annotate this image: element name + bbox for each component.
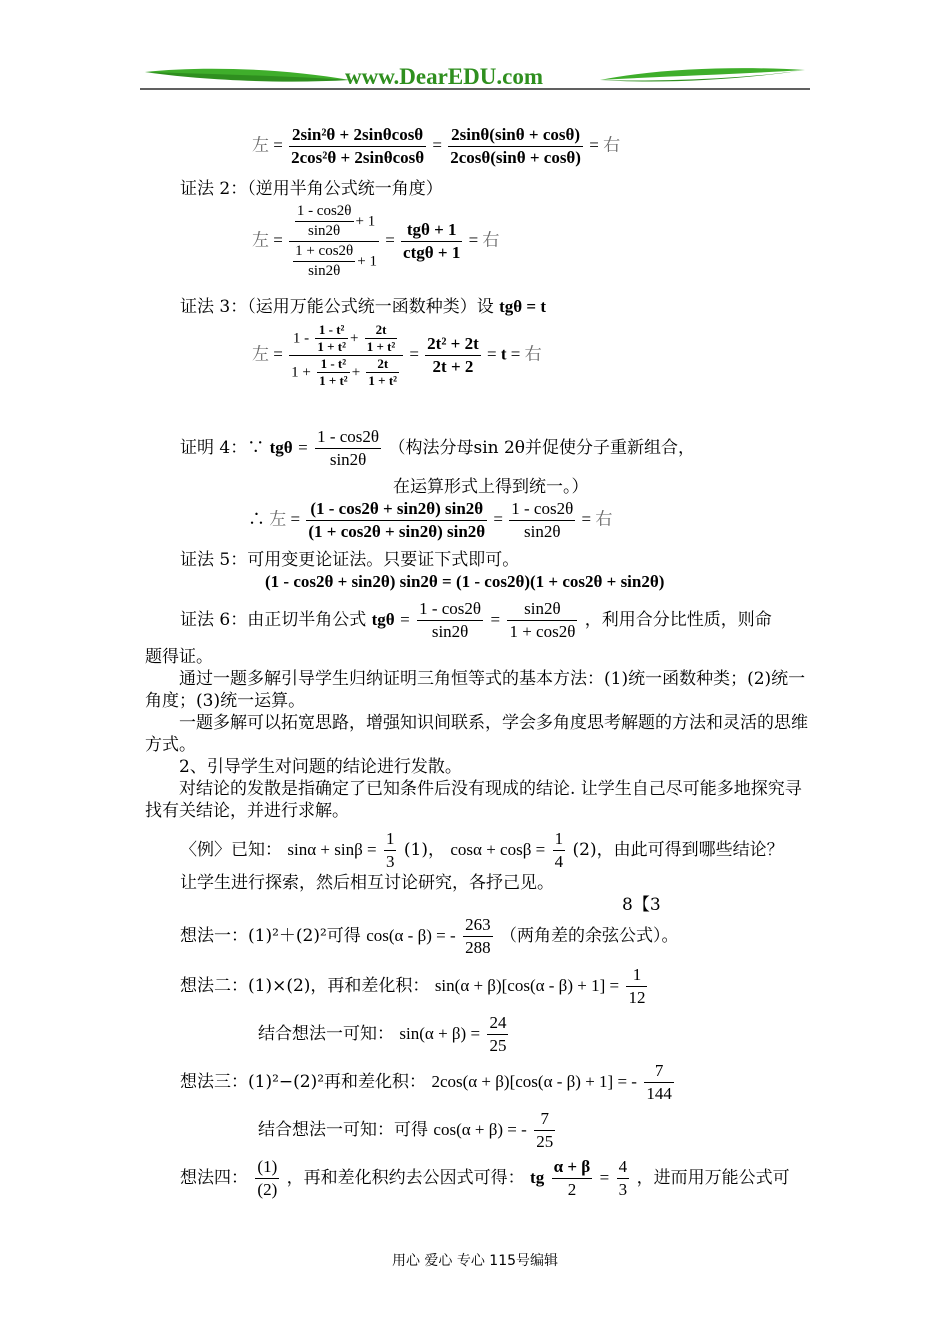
fraction <box>317 356 350 389</box>
substitution: tgθ = t <box>499 297 547 316</box>
fraction <box>384 828 397 873</box>
example-line <box>180 828 784 873</box>
compound-fraction <box>289 322 403 389</box>
t-value: t <box>500 344 507 364</box>
denominator: 2 <box>567 1180 577 1199</box>
equals: = <box>273 344 283 364</box>
denominator: sin2θ <box>524 522 561 541</box>
page-footer: 用心 爱心 专心 115号编辑 <box>391 1253 559 1269</box>
denominator: (2) <box>257 1180 278 1199</box>
equals: = <box>273 230 283 250</box>
method-4-line <box>180 426 695 471</box>
condition-1-tag: (1)， <box>403 840 445 860</box>
tg-theta: tgθ <box>371 610 395 629</box>
equals: = <box>400 610 410 629</box>
idea-4-line <box>180 1156 790 1201</box>
fraction <box>306 498 487 543</box>
denominator: 288 <box>465 938 491 957</box>
tg-symbol: tg <box>530 1168 545 1187</box>
denominator: sin2θ <box>308 223 341 239</box>
equals: = <box>581 509 592 529</box>
idea-4-tail: ，进而用万能公式可 <box>636 1168 790 1188</box>
fraction <box>617 1156 630 1201</box>
numerator: 2t² + 2t <box>425 333 481 356</box>
method-4-formula <box>248 498 612 543</box>
denominator: 1 + t² <box>368 373 398 388</box>
method-6-tail-2: 题得证。 <box>145 647 213 667</box>
paragraph-benefit: 一题多解可以拓宽思路，增强知识间联系，学会多角度思考解题的方法和灵活的思维方式。 <box>145 713 808 755</box>
idea-2-sub-expression: sin(α + β) = <box>399 1024 481 1043</box>
fraction <box>534 1108 555 1153</box>
equals: = <box>468 230 479 250</box>
denominator: (1 + cos2θ + sin2θ) sin2θ <box>308 522 486 541</box>
method-4-label: 证明 4：∵ <box>180 438 265 458</box>
fraction <box>463 914 493 959</box>
equals: = <box>589 135 599 155</box>
left-label: 左 <box>252 230 269 250</box>
denominator: 1 + t² <box>317 339 346 354</box>
idea-1-line <box>180 914 678 959</box>
idea-3-sub-line <box>258 1108 557 1153</box>
fraction <box>401 219 462 264</box>
denominator: 1 + t² <box>319 373 348 388</box>
idea-1-label: 想法一：(1)²＋(2)²可得 <box>180 926 361 946</box>
numerator: 1 - cos2θ <box>417 598 483 621</box>
fraction <box>626 964 647 1009</box>
idea-3-label: 想法三：(1)²−(2)²再和差化积： <box>180 1072 427 1092</box>
method-4-note: （构法分母sin 2θ并促使分子重新组合， <box>388 438 696 458</box>
therefore-symbol: ∴ <box>248 509 265 529</box>
compound-denominator <box>289 356 403 389</box>
fraction <box>552 1156 593 1201</box>
numerator: 1 - cos2θ <box>295 202 354 222</box>
numerator: 7 <box>644 1060 674 1083</box>
idea-2-sub-line <box>258 1012 510 1057</box>
numerator: 2sin²θ + 2sinθcosθ <box>289 124 426 147</box>
idea-1-tail: （两角差的余弦公式）。 <box>499 926 679 946</box>
compound-fraction <box>289 202 379 281</box>
numerator: 2t <box>366 356 399 373</box>
fraction <box>366 356 399 389</box>
fraction <box>487 1012 508 1057</box>
idea-2-line <box>180 964 649 1009</box>
method-2-title: 证法 2：（逆用半角公式统一角度） <box>180 179 443 199</box>
compound-numerator <box>289 202 379 242</box>
numerator: (1) <box>255 1156 279 1179</box>
numerator: α + β <box>552 1156 593 1179</box>
denominator: sin2θ <box>329 450 367 469</box>
plus: + <box>351 364 361 381</box>
fraction <box>255 1156 279 1201</box>
numerator: 1 <box>626 964 647 987</box>
numerator: 1 - t² <box>315 322 348 339</box>
idea-2-label: 想法二：(1)×(2)，再和差化积： <box>180 976 430 996</box>
numerator: sin2θ <box>507 598 577 621</box>
page-header <box>140 58 810 94</box>
equals: = <box>490 610 501 629</box>
fraction <box>425 333 481 378</box>
plus: + <box>349 330 359 347</box>
equals: = <box>298 438 308 457</box>
fraction <box>507 598 577 643</box>
idea-4-mid: ，再和差化积约去公因式可得： <box>286 1168 525 1188</box>
fraction <box>365 322 398 355</box>
fraction <box>315 322 348 355</box>
method-6-label: 证法 6：由正切半角公式 <box>180 610 367 630</box>
denominator: 2t + 2 <box>432 357 474 376</box>
denominator: 144 <box>646 1084 672 1103</box>
condition-2-tag: (2)，由此可得到哪些结论？ <box>572 840 784 860</box>
denominator: 12 <box>628 988 646 1007</box>
method-5-formula: (1 - cos2θ + sin2θ) sin2θ = (1 - cos2θ)(1 + cos2θ + sin2θ) <box>265 572 665 591</box>
left-label: 左 <box>252 344 269 364</box>
numerator: 1 - cos2θ <box>315 426 381 449</box>
idea-3-sub-expression: cos(α + β) = - <box>433 1120 527 1139</box>
condition-2: cosα + cosβ = <box>450 840 546 859</box>
condition-1: sinα + sinβ = <box>287 840 377 859</box>
paragraph-methods: 通过一题多解引导学生归纳证明三角恒等式的基本方法：(1)统一函数种类；(2)统一角度；(3)统一运算。 <box>145 669 806 711</box>
denominator: 1 + t² <box>366 339 396 354</box>
fraction <box>644 1060 674 1105</box>
denominator: 25 <box>489 1036 507 1055</box>
denominator: 3 <box>618 1180 628 1199</box>
equals: = <box>487 344 497 364</box>
paragraph-section-2: 2、引导学生对问题的结论进行发散。 <box>179 757 462 777</box>
method-6-line <box>180 598 772 643</box>
compound-numerator <box>289 322 403 356</box>
numerator: tgθ + 1 <box>401 219 462 242</box>
fraction <box>295 202 354 241</box>
idea-2-expression: sin(α + β)[cos(α - β) + 1] = <box>434 976 620 995</box>
right-label: 右 <box>482 230 500 250</box>
numerator: 1 <box>384 828 397 851</box>
fraction <box>553 828 566 873</box>
fraction <box>289 124 426 169</box>
idea-1-expression: cos(α - β) = - <box>366 926 456 945</box>
denominator: 2cos²θ + 2sinθcosθ <box>291 148 425 167</box>
method-3-formula <box>252 322 542 389</box>
equals: = <box>432 135 442 155</box>
right-label: 右 <box>524 344 542 364</box>
fraction <box>509 498 575 543</box>
left-label: 左 <box>269 509 287 529</box>
site-title[interactable]: www.DearEDU.com <box>345 64 544 89</box>
idea-3-expression: 2cos(α + β)[cos(α - β) + 1] = - <box>431 1072 637 1091</box>
denominator: 4 <box>554 852 564 871</box>
denominator: sin2θ <box>431 622 469 641</box>
fraction <box>293 242 355 281</box>
proof-line-1 <box>252 124 620 169</box>
numerator: 4 <box>617 1156 630 1179</box>
stray-text: 8【3 <box>622 895 661 915</box>
fraction <box>448 124 583 169</box>
fraction <box>315 426 381 471</box>
method-3-label: 证法 3：（运用万能公式统一函数种类）设 <box>180 297 494 317</box>
denominator: 3 <box>385 852 395 871</box>
denominator: 1 + cos2θ <box>509 622 576 641</box>
plus-one: + 1 <box>355 213 376 230</box>
equals: = <box>510 344 521 364</box>
numerator: 7 <box>534 1108 555 1131</box>
one-minus: 1 - <box>292 330 310 347</box>
equals: = <box>290 509 301 529</box>
right-label: 右 <box>603 135 621 155</box>
right-label: 右 <box>595 509 613 529</box>
plus-one: + 1 <box>357 253 377 270</box>
idea-2-sub-label: 结合想法一可知： <box>258 1024 394 1044</box>
numerator: (1 - cos2θ + sin2θ) sin2θ <box>306 498 487 521</box>
denominator: 25 <box>536 1132 554 1151</box>
numerator: 1 + cos2θ <box>293 242 355 262</box>
idea-4-label: 想法四： <box>180 1168 248 1188</box>
one-plus: 1 + <box>291 364 311 381</box>
fraction <box>417 598 483 643</box>
denominator: 2cosθ(sinθ + cosθ) <box>450 148 581 167</box>
idea-3-line <box>180 1060 676 1105</box>
compound-denominator <box>289 242 379 281</box>
numerator: 24 <box>487 1012 508 1035</box>
method-3-title <box>180 296 546 318</box>
explore-line: 让学生进行探索，然后相互讨论研究，各抒己见。 <box>180 873 554 893</box>
equals: = <box>599 1168 610 1187</box>
numerator: 263 <box>463 914 493 937</box>
numerator: 2t <box>365 322 398 339</box>
numerator: 1 - cos2θ <box>509 498 575 521</box>
denominator: ctgθ + 1 <box>403 243 461 262</box>
method-5-title: 证法 5：可用变更论证法。只要证下式即可。 <box>180 550 520 570</box>
tg-theta: tgθ <box>269 438 293 457</box>
left-label: 左 <box>252 135 269 155</box>
paragraph-divergence: 对结论的发散是指确定了已知条件后没有现成的结论. 让学生自己尽可能多地探究寻找有关结论，并进行求解。 <box>145 779 802 821</box>
numerator: 1 - t² <box>317 356 350 373</box>
numerator: 2sinθ(sinθ + cosθ) <box>448 124 583 147</box>
method-6-tail: ，利用合分比性质，则命 <box>584 610 772 630</box>
equals: = <box>493 509 504 529</box>
equals: = <box>409 344 419 364</box>
equals: = <box>273 135 283 155</box>
numerator: 1 <box>553 828 566 851</box>
denominator: sin2θ <box>308 263 341 279</box>
equals: = <box>385 230 395 250</box>
example-label: 〈例〉已知： <box>180 840 282 860</box>
idea-3-sub-label: 结合想法一可知：可得 <box>258 1120 428 1140</box>
method-4-note-2: 在运算形式上得到统一。） <box>393 477 589 497</box>
method-2-formula <box>252 202 499 281</box>
